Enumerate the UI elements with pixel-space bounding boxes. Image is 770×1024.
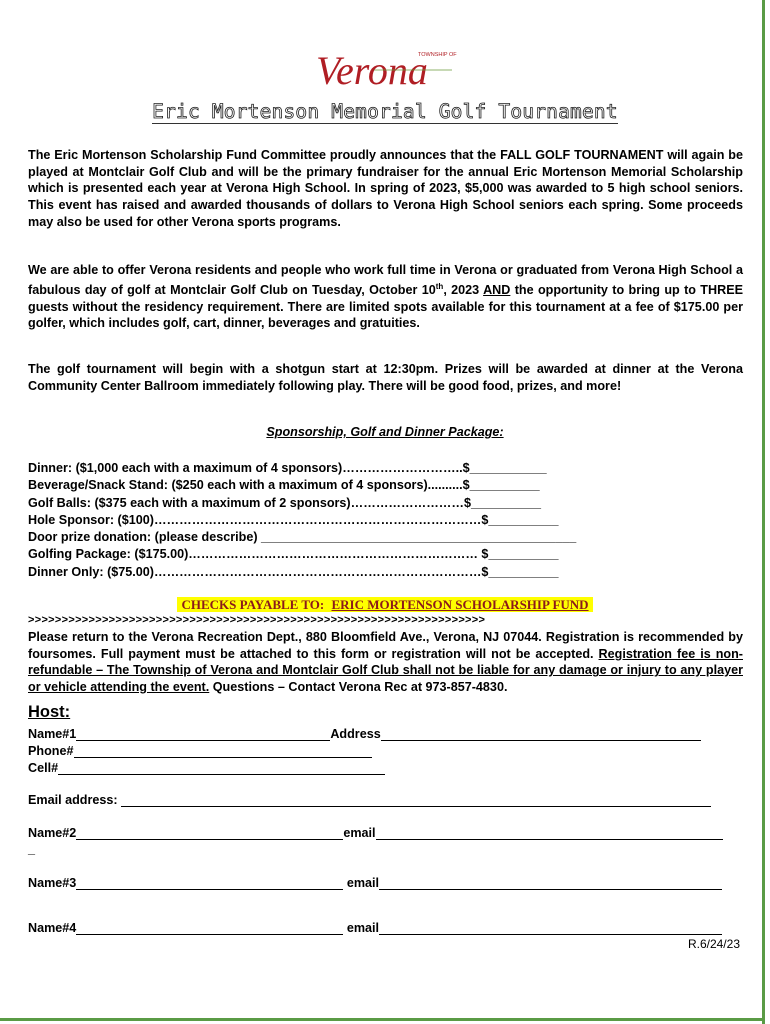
package-item-beverage[interactable]: Beverage/Snack Stand: ($250 each with a maximum of 4 sponsors)..........$__________ — [28, 478, 540, 493]
email3-field[interactable] — [379, 877, 722, 890]
address-label: Address — [330, 727, 381, 741]
phone-row — [28, 744, 372, 758]
page-title: Eric Mortenson Memorial Golf Tournament — [152, 100, 618, 123]
cell-field[interactable] — [58, 762, 385, 775]
email4-label: email — [346, 921, 380, 935]
name3-label: Name#3 — [28, 876, 77, 890]
intro-paragraph-3: The golf tournament will begin with a shotgun start at 12:30pm. Prizes will be awarded at dinner at the Verona Community Center Ballroom immediately following play. There will be good food, prizes, and more! — [28, 362, 743, 393]
phone-field[interactable] — [74, 745, 372, 758]
intro-paragraph-2: We are able to offer Verona residents and people who work full time in Verona or graduated from Verona High School a fabulous day of golf at Montclair Golf Club on Tuesday, October 10th, 2023 AND the opportunity to bring up to THREE guests without the residency requirement. There are limited spots available for this tournament at a fee of $175.00 per golfer, which includes golf, cart, dinner, beverages and gratuities. — [28, 263, 743, 331]
email2-label: email — [343, 826, 376, 840]
revision-date: R.6/24/23 — [687, 937, 740, 951]
package-item-golfing[interactable]: Golfing Package: ($175.00)…………………………………………………………… $__________ — [28, 547, 559, 562]
package-item-dinner-only[interactable]: Dinner Only: ($75.00)……………………………………………………………………$__________ — [28, 564, 559, 579]
page-border-right — [762, 0, 765, 1024]
email-address-field[interactable] — [121, 794, 711, 807]
name1-label: Name#1 — [28, 727, 77, 741]
cell-label: Cell# — [28, 761, 59, 775]
name4-row — [28, 921, 722, 935]
email-address-label: Email address: — [28, 793, 118, 807]
name2-row — [28, 826, 723, 840]
package-item-hole-sponsor[interactable]: Hole Sponsor: ($100)……………………………………………………………………$__________ — [28, 512, 559, 527]
logo-verona-text: Verona — [316, 48, 428, 92]
cell-row — [28, 761, 385, 775]
checks-payable: CHECKS PAYABLE TO: ERIC MORTENSON SCHOLARSHIP FUND — [0, 596, 770, 614]
email2-field[interactable] — [376, 827, 723, 840]
package-heading: Sponsorship, Golf and Dinner Package: — [266, 425, 504, 439]
intro-paragraph-1: The Eric Mortenson Scholarship Fund Committee proudly announces that the FALL GOLF TOURNAMENT will again be played at Montclair Golf Club and will be the primary fundraiser for the annual Eric Mortenson Memorial Scholarship which is presented each year at Verona High School. In spring of 2023, $5,000 was awarded to 5 high school seniors. This event has raised and awarded thousands of dollars to Verona High School seniors each spring. Some proceeds may also be used for other Verona sports programs. — [28, 148, 743, 229]
verona-logo — [314, 44, 464, 92]
name4-field[interactable] — [76, 922, 343, 935]
name4-label: Name#4 — [28, 921, 77, 935]
email-row — [28, 793, 711, 807]
package-list — [28, 460, 576, 581]
name3-field[interactable] — [76, 877, 343, 890]
package-item-dinner[interactable]: Dinner: ($1,000 each with a maximum of 4 sponsors)………………………..$___________ — [28, 461, 547, 475]
email4-field[interactable] — [379, 922, 722, 935]
page-border-bottom — [0, 1018, 765, 1021]
name2-field[interactable] — [76, 827, 343, 840]
name2-dash: _ — [28, 842, 36, 856]
name1-row — [28, 727, 701, 741]
arrow-divider: >>>>>>>>>>>>>>>>>>>>>>>>>>>>>>>>>>>>>>>>>>>>>>>>>>>>>>>>>>>>>>>>>>>> — [28, 614, 486, 626]
package-item-door-prize[interactable]: Door prize donation: (please describe) _____________________________________________ — [28, 530, 577, 545]
name2-label: Name#2 — [28, 826, 77, 840]
address-field[interactable] — [381, 728, 701, 741]
return-instructions: Please return to the Verona Recreation Dept., 880 Bloomfield Ave., Verona, NJ 07044. Registration is recommended by foursomes. Full payment must be attached to this form or registration will not be accepted. Registration fee is non-refundable – The Township of Verona and Montclair Golf Club shall not be liable for any damage or injury to any player or vehicle attending the event. Questions – Contact Verona Rec at 973-857-4830. — [28, 630, 743, 695]
package-item-golf-balls[interactable]: Golf Balls: ($375 each with a maximum of 2 sponsors)………………………$__________ — [28, 495, 542, 510]
host-heading: Host: — [28, 703, 71, 721]
name1-field[interactable] — [76, 728, 330, 741]
name3-row — [28, 876, 722, 890]
phone-label: Phone# — [28, 744, 74, 758]
email3-label: email — [346, 876, 380, 890]
logo-township-text: TOWNSHIP OF — [418, 52, 457, 58]
